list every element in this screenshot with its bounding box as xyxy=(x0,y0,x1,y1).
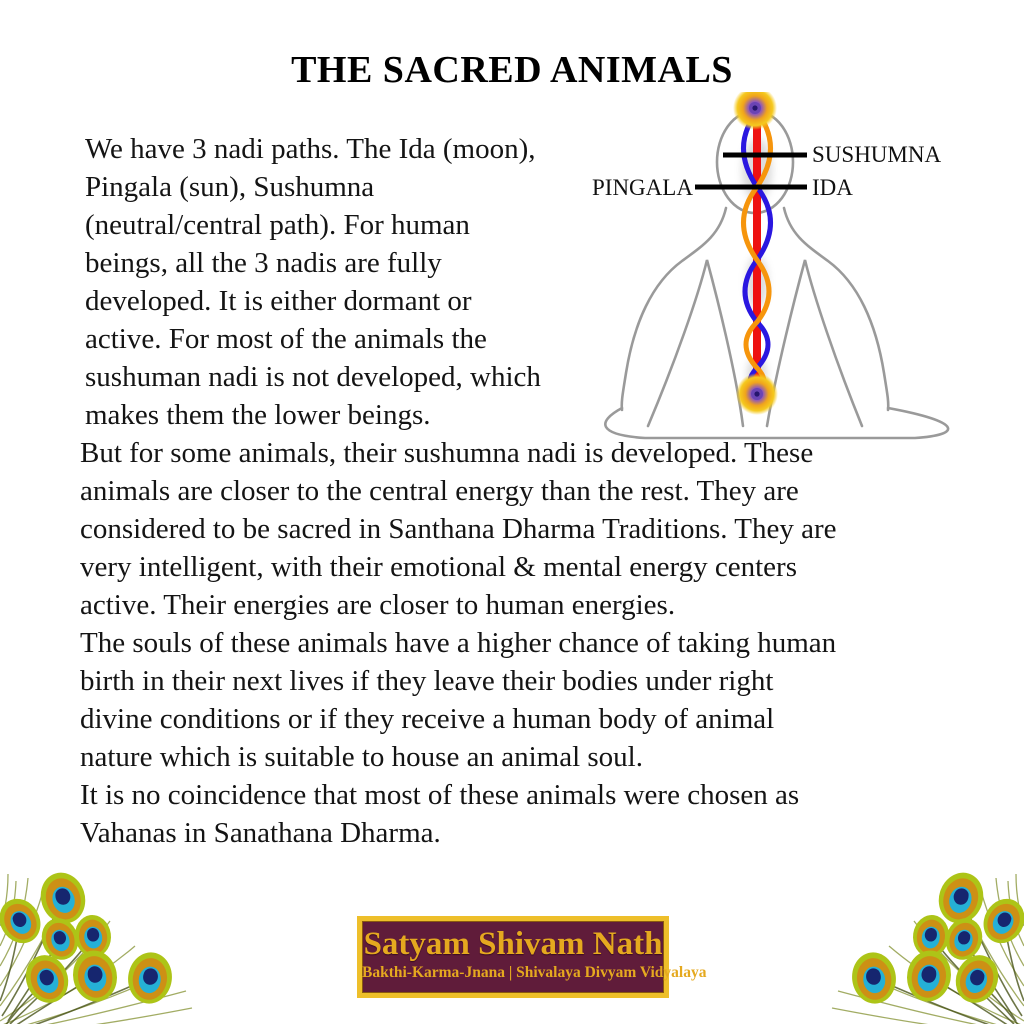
crown-chakra-orb-icon xyxy=(733,92,777,130)
peacock-feathers-right-icon xyxy=(828,866,1024,1024)
paragraph-souls: The souls of these animals have a higher chance of taking human birth in their next lives if they leave their bodies under right divine conditions or if they receive a human body of animal nature which is suitable to house an animal soul. xyxy=(80,627,837,773)
banner-subtitle: Bakthi-Karma-Jnana | Shivalaya Divyam Vidyalaya xyxy=(362,964,707,981)
page-title: THE SACRED ANIMALS xyxy=(291,49,733,91)
label-ida: IDA xyxy=(812,175,853,200)
label-sushumna: SUSHUMNA xyxy=(812,142,942,167)
peacock-feathers-left-icon xyxy=(0,866,196,1024)
label-pingala: PINGALA xyxy=(592,175,693,200)
paragraph-nadi-intro: We have 3 nadi paths. The Ida (moon), Pingala (sun), Sushumna (neutral/central path). For human beings, all the 3 nadis are fully developed. It is either dormant or active. For most of the animals the sushuman nadi is not developed, which makes them the lower beings. xyxy=(85,133,541,431)
footer-banner xyxy=(357,916,707,998)
root-chakra-orb-icon xyxy=(736,373,778,415)
paragraph-sacred-animals: But for some animals, their sushumna nadi is developed. These animals are closer to the central energy than the rest. They are considered to be sacred in Santhana Dharma Traditions. They are very intelligent, with their emotional & mental energy centers active. Their energies are closer to human energies. xyxy=(80,437,837,621)
nadi-diagram xyxy=(590,92,990,444)
banner-title: Satyam Shivam Nath xyxy=(363,926,663,962)
paragraph-vahanas: It is no coincidence that most of these animals were chosen as Vahanas in Sanathana Dharma. xyxy=(80,779,800,849)
